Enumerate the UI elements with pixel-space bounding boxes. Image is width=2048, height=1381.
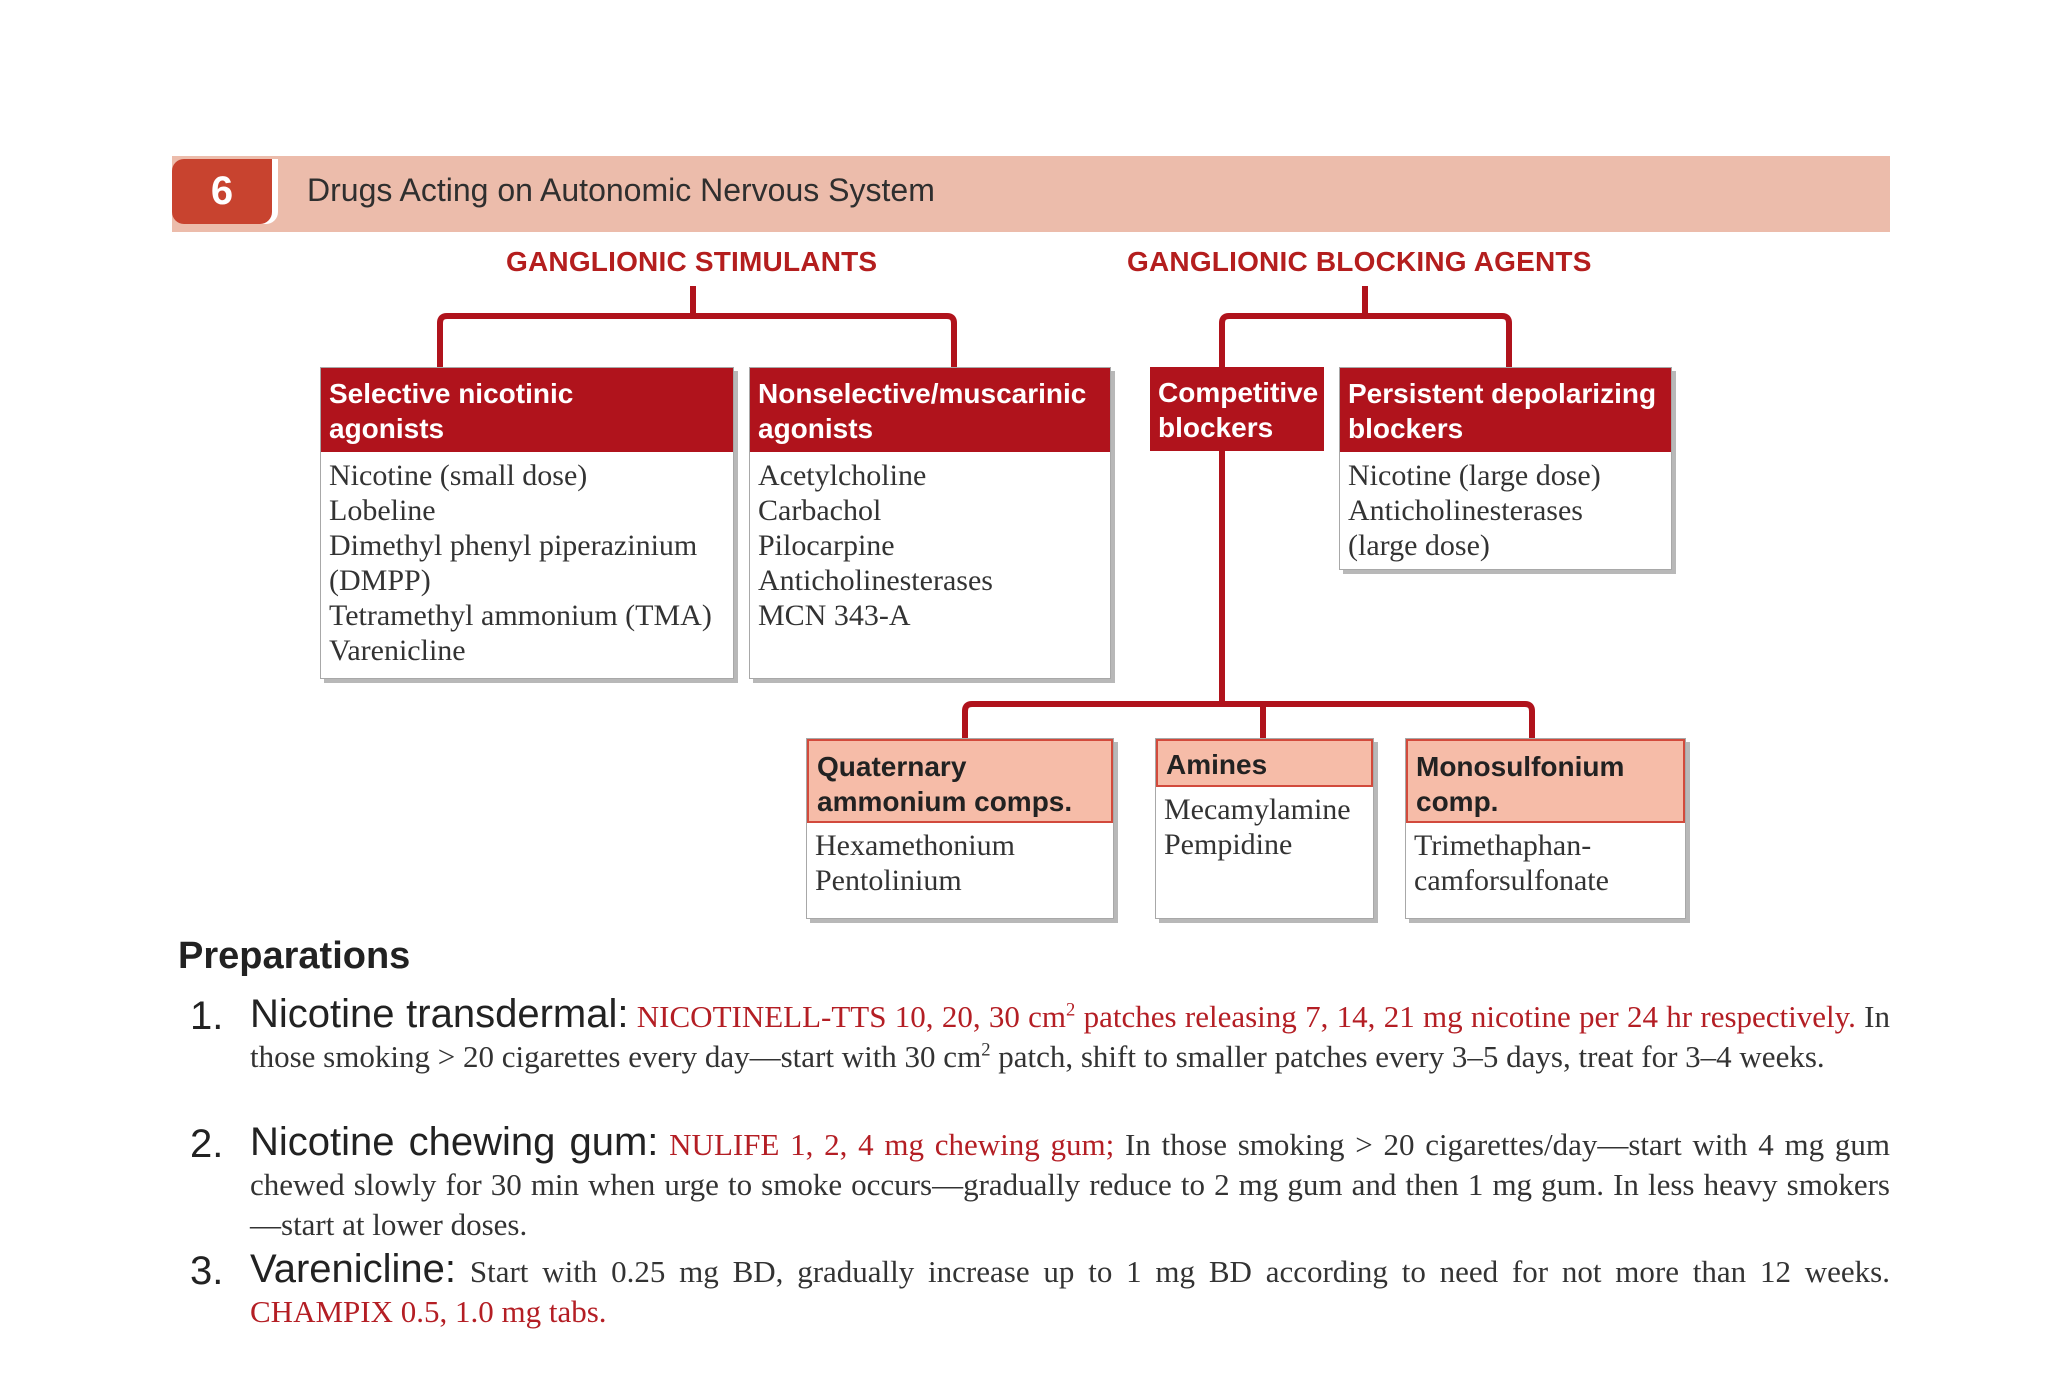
blocking-branch — [1222, 316, 1509, 368]
list-item: Trimethaphan- — [1414, 829, 1592, 862]
preparation-brand: CHAMPIX 0.5, 1.0 mg tabs. — [250, 1294, 607, 1329]
list-item: Lobeline — [329, 494, 436, 527]
preparations-heading: Preparations — [178, 935, 411, 977]
preparation-label: Varenicline: — [250, 1247, 457, 1291]
preparation-dosage-cont: patch, shift to smaller patches every 3–5 days, treat for 3–4 weeks. — [990, 1039, 1825, 1074]
list-item: Acetylcholine — [758, 459, 927, 492]
preparation-label: Nicotine chewing gum: — [250, 1120, 659, 1164]
stimulants-branch — [440, 316, 954, 368]
list-item: Nicotine (small dose) — [329, 459, 588, 492]
list-item: Mecamylamine — [1164, 793, 1351, 826]
ganglionic-stimulants-heading: GANGLIONIC STIMULANTS — [506, 246, 878, 277]
persistent-depolarizing-blockers-title: Persistent depolarizing blockers — [1340, 368, 1671, 452]
preparation-number: 1. — [190, 994, 224, 1038]
preparation-number: 3. — [190, 1249, 224, 1293]
list-item: (DMPP) — [329, 564, 431, 597]
preparation-brand: NULIFE 1, 2, 4 mg chewing gum; — [669, 1127, 1115, 1162]
nonselective-muscarinic-agonists-list — [750, 458, 1110, 633]
preparation-text — [250, 994, 1890, 1077]
competitive-branch — [965, 704, 1532, 740]
quaternary-ammonium-box — [806, 738, 1114, 919]
list-item: (large dose) — [1348, 529, 1490, 562]
list-item: Varenicline — [329, 634, 466, 667]
chapter-title: Drugs Acting on Autonomic Nervous System — [307, 172, 935, 208]
preparation-text — [250, 1122, 1890, 1245]
monosulfonium-box — [1405, 738, 1686, 919]
list-item: Nicotine (large dose) — [1348, 459, 1601, 492]
monosulfonium-list — [1406, 828, 1685, 898]
amines-title: Amines — [1156, 739, 1373, 787]
preparation-brand-cont: patches releasing 7, 14, 21 mg nicotine per 24 hr respectively. — [1075, 999, 1856, 1034]
nonselective-muscarinic-agonists-box — [749, 367, 1111, 679]
superscript: 2 — [1066, 999, 1076, 1021]
amines-box — [1155, 738, 1374, 919]
selective-nicotinic-agonists-box — [320, 367, 734, 679]
list-item: Anticholinesterases — [1348, 494, 1583, 527]
preparation-number: 2. — [190, 1122, 224, 1166]
quaternary-ammonium-title: Quaternary ammonium comps. — [807, 739, 1113, 823]
superscript: 2 — [981, 1039, 991, 1061]
selective-nicotinic-agonists-list — [321, 458, 733, 668]
amines-list — [1156, 792, 1373, 862]
preparation-text — [250, 1249, 1890, 1332]
list-item: Pentolinium — [815, 864, 962, 897]
chapter-number-badge: 6 — [172, 159, 272, 224]
ganglionic-blocking-heading: GANGLIONIC BLOCKING AGENTS — [1127, 246, 1592, 277]
list-item: Pilocarpine — [758, 529, 895, 562]
persistent-depolarizing-blockers-box — [1339, 367, 1672, 570]
persistent-depolarizing-blockers-list — [1340, 458, 1671, 563]
monosulfonium-title: Monosulfonium comp. — [1406, 739, 1685, 823]
preparation-label: Nicotine transdermal: — [250, 992, 629, 1036]
preparation-brand: NICOTINELL-TTS 10, 20, 30 cm — [636, 999, 1067, 1034]
list-item: Dimethyl phenyl piperazinium — [329, 529, 698, 562]
list-item: camforsulfonate — [1414, 864, 1609, 897]
list-item: Hexamethonium — [815, 829, 1015, 862]
list-item: Anticholinesterases — [758, 564, 993, 597]
preparation-dosage: Start with 0.25 mg BD, gradually increase up to 1 mg BD according to need for not more than 12 weeks. — [456, 1254, 1890, 1289]
list-item: Tetramethyl ammonium (TMA) — [329, 599, 712, 632]
nonselective-muscarinic-agonists-title: Nonselective/muscarinic agonists — [750, 368, 1110, 452]
competitive-blockers-title: Competitive blockers — [1150, 367, 1324, 451]
list-item: MCN 343-A — [758, 599, 911, 632]
list-item: Pempidine — [1164, 828, 1293, 861]
preparation-dosage: In those smoking > 20 cigarettes/day—start with 4 mg gum chewed slowly for 30 min when urge to smoke occurs—gradually reduce to 2 mg gum and then 1 mg gum. In less heavy smokers—start at lower doses. — [250, 1127, 1891, 1242]
preparation-dosage: In those smoking > 20 cigarettes every day—start with 30 cm — [250, 999, 1890, 1074]
list-item: Carbachol — [758, 494, 882, 527]
quaternary-ammonium-list — [807, 828, 1113, 898]
selective-nicotinic-agonists-title: Selective nicotinic agonists — [321, 368, 733, 452]
